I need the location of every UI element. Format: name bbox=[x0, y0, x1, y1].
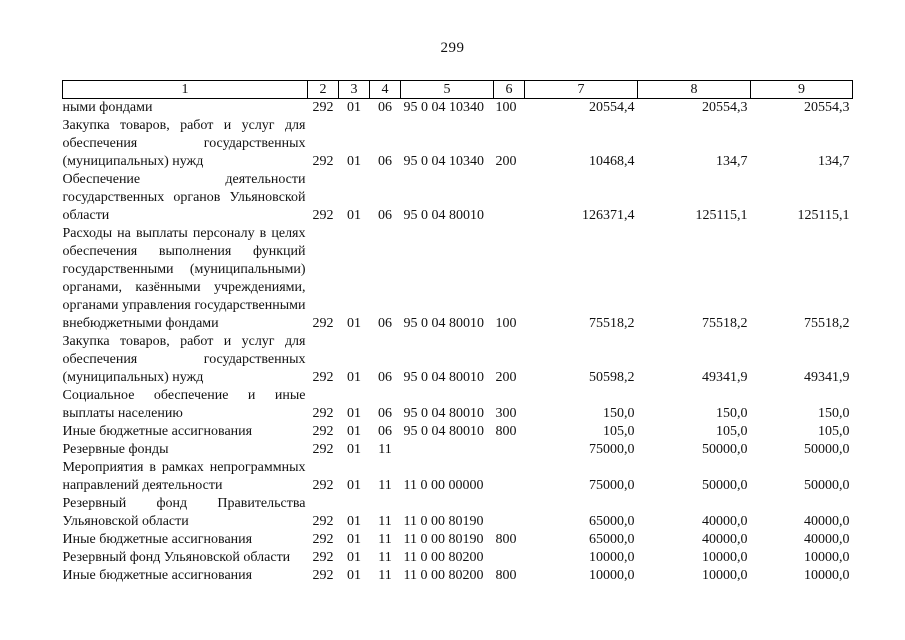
row-section-code: 01 bbox=[347, 370, 361, 385]
table-row bbox=[63, 99, 853, 118]
row-subsection-code: 06 bbox=[378, 100, 392, 115]
row-admin-code: 292 bbox=[312, 208, 334, 223]
row-section-code: 01 bbox=[347, 154, 361, 169]
header-row bbox=[63, 81, 853, 99]
row-expense-type: 300 bbox=[495, 406, 517, 421]
row-subsection-code: 11 bbox=[378, 478, 392, 493]
row-amount-col-8: 49341,9 bbox=[702, 370, 748, 385]
row-section-code: 01 bbox=[347, 316, 361, 331]
row-name: Социальное обеспечение и иные выплаты населению bbox=[62, 388, 306, 421]
row-amount-col-7: 50598,2 bbox=[589, 370, 635, 385]
row-amount-col-7: 126371,4 bbox=[582, 208, 635, 223]
row-amount-col-8: 10000,0 bbox=[702, 550, 748, 565]
table-row bbox=[63, 495, 853, 531]
row-admin-code: 292 bbox=[312, 406, 334, 421]
row-amount-col-8: 20554,3 bbox=[702, 100, 748, 115]
row-subsection-code: 11 bbox=[378, 550, 392, 565]
row-admin-code: 292 bbox=[312, 442, 334, 457]
row-section-code: 01 bbox=[347, 406, 361, 421]
row-target-article: 11 0 00 80200 bbox=[403, 568, 484, 583]
row-admin-code: 292 bbox=[312, 514, 334, 529]
row-name: Резервные фонды bbox=[62, 442, 169, 457]
row-amount-col-9: 134,7 bbox=[818, 154, 850, 169]
row-target-article: 95 0 04 10340 bbox=[403, 154, 484, 169]
row-expense-type: 800 bbox=[495, 424, 517, 439]
row-subsection-code: 11 bbox=[378, 532, 392, 547]
row-amount-col-7: 75518,2 bbox=[589, 316, 635, 331]
row-target-article: 11 0 00 80200 bbox=[403, 550, 484, 565]
table-row bbox=[63, 171, 853, 225]
row-amount-col-8: 40000,0 bbox=[702, 514, 748, 529]
row-amount-col-9: 50000,0 bbox=[804, 478, 850, 493]
row-target-article: 95 0 04 80010 bbox=[403, 316, 484, 331]
header-col-2: 2 bbox=[308, 81, 339, 99]
row-section-code: 01 bbox=[347, 532, 361, 547]
row-subsection-code: 06 bbox=[378, 154, 392, 169]
row-target-article bbox=[401, 441, 494, 459]
row-target-article: 95 0 04 10340 bbox=[403, 100, 484, 115]
row-admin-code: 292 bbox=[312, 568, 334, 583]
row-admin-code: 292 bbox=[312, 550, 334, 565]
row-amount-col-9: 10000,0 bbox=[804, 550, 850, 565]
row-name: Расходы на выплаты персоналу в целях обеспечения выполнения функций государственными (муниципальными) органами, казёнными учреждениями, органами управления государственными внебюджетными фондами bbox=[62, 226, 306, 331]
row-section-code: 01 bbox=[347, 100, 361, 115]
row-section-code: 01 bbox=[347, 478, 361, 493]
header-col-3: 3 bbox=[339, 81, 370, 99]
row-subsection-code: 11 bbox=[378, 568, 392, 583]
table-header bbox=[63, 81, 853, 99]
row-amount-col-7: 75000,0 bbox=[589, 478, 635, 493]
table-row bbox=[63, 333, 853, 387]
row-name: Закупка товаров, работ и услуг для обеспечения государственных (муниципальных) нужд bbox=[62, 334, 306, 385]
row-amount-col-8: 75518,2 bbox=[702, 316, 748, 331]
budget-table bbox=[62, 80, 853, 585]
row-target-article: 11 0 00 80190 bbox=[403, 532, 484, 547]
table-row bbox=[63, 459, 853, 495]
row-amount-col-7: 10468,4 bbox=[589, 154, 635, 169]
row-amount-col-9: 10000,0 bbox=[804, 568, 850, 583]
row-amount-col-9: 75518,2 bbox=[804, 316, 850, 331]
row-target-article: 95 0 04 80010 bbox=[403, 370, 484, 385]
row-amount-col-8: 40000,0 bbox=[702, 532, 748, 547]
table-row bbox=[63, 441, 853, 459]
row-amount-col-7: 150,0 bbox=[603, 406, 635, 421]
row-target-article: 95 0 04 80010 bbox=[403, 406, 484, 421]
row-section-code: 01 bbox=[347, 550, 361, 565]
row-amount-col-7: 75000,0 bbox=[589, 442, 635, 457]
row-amount-col-8: 50000,0 bbox=[702, 478, 748, 493]
row-target-article: 11 0 00 00000 bbox=[403, 478, 484, 493]
table-body bbox=[63, 99, 853, 586]
row-admin-code: 292 bbox=[312, 316, 334, 331]
row-name: Иные бюджетные ассигнования bbox=[62, 532, 253, 547]
row-section-code: 01 bbox=[347, 514, 361, 529]
row-amount-col-8: 150,0 bbox=[716, 406, 748, 421]
header-col-1: 1 bbox=[63, 81, 308, 99]
table-row bbox=[63, 225, 853, 333]
row-admin-code: 292 bbox=[312, 370, 334, 385]
row-expense-type: 100 bbox=[495, 100, 517, 115]
row-admin-code: 292 bbox=[312, 100, 334, 115]
row-admin-code: 292 bbox=[312, 424, 334, 439]
row-subsection-code: 06 bbox=[378, 370, 392, 385]
row-subsection-code: 11 bbox=[378, 514, 392, 529]
row-amount-col-9: 125115,1 bbox=[797, 208, 850, 223]
row-name: Резервный фонд Правительства Ульяновской области bbox=[62, 496, 306, 529]
row-amount-col-8: 125115,1 bbox=[695, 208, 748, 223]
row-amount-col-9: 50000,0 bbox=[804, 442, 850, 457]
row-expense-type: 800 bbox=[495, 568, 517, 583]
row-amount-col-7: 65000,0 bbox=[589, 532, 635, 547]
row-subsection-code: 06 bbox=[378, 208, 392, 223]
row-section-code: 01 bbox=[347, 424, 361, 439]
row-target-article: 95 0 04 80010 bbox=[403, 208, 484, 223]
row-expense-type bbox=[494, 549, 525, 567]
header-col-7: 7 bbox=[525, 81, 638, 99]
row-admin-code: 292 bbox=[312, 532, 334, 547]
row-amount-col-7: 20554,4 bbox=[589, 100, 635, 115]
row-amount-col-7: 105,0 bbox=[603, 424, 635, 439]
page-number: 299 bbox=[440, 40, 465, 56]
row-amount-col-9: 40000,0 bbox=[804, 514, 850, 529]
row-expense-type bbox=[494, 171, 525, 225]
row-amount-col-9: 49341,9 bbox=[804, 370, 850, 385]
row-expense-type bbox=[494, 495, 525, 531]
row-section-code: 01 bbox=[347, 208, 361, 223]
row-amount-col-9: 20554,3 bbox=[804, 100, 850, 115]
row-name: Иные бюджетные ассигнования bbox=[62, 568, 253, 583]
header-col-4: 4 bbox=[370, 81, 401, 99]
table-row bbox=[63, 531, 853, 549]
row-target-article: 11 0 00 80190 bbox=[403, 514, 484, 529]
row-subsection-code: 11 bbox=[378, 442, 392, 457]
table-row bbox=[63, 549, 853, 567]
row-amount-col-7: 10000,0 bbox=[589, 550, 635, 565]
row-name: Закупка товаров, работ и услуг для обеспечения государственных (муниципальных) нужд bbox=[62, 118, 306, 169]
row-amount-col-9: 150,0 bbox=[818, 406, 850, 421]
row-name: ными фондами bbox=[62, 100, 153, 115]
header-col-5: 5 bbox=[401, 81, 494, 99]
header-col-9: 9 bbox=[751, 81, 853, 99]
row-expense-type: 800 bbox=[495, 532, 517, 547]
row-amount-col-8: 105,0 bbox=[716, 424, 748, 439]
row-target-article: 95 0 04 80010 bbox=[403, 424, 484, 439]
row-expense-type bbox=[494, 459, 525, 495]
row-subsection-code: 06 bbox=[378, 406, 392, 421]
row-amount-col-8: 10000,0 bbox=[702, 568, 748, 583]
row-subsection-code: 06 bbox=[378, 424, 392, 439]
row-admin-code: 292 bbox=[312, 478, 334, 493]
table-row bbox=[63, 423, 853, 441]
row-expense-type: 200 bbox=[495, 370, 517, 385]
row-amount-col-8: 134,7 bbox=[716, 154, 748, 169]
header-col-6: 6 bbox=[494, 81, 525, 99]
row-section-code: 01 bbox=[347, 568, 361, 583]
table-row bbox=[63, 567, 853, 585]
table-row bbox=[63, 117, 853, 171]
row-subsection-code: 06 bbox=[378, 316, 392, 331]
row-amount-col-9: 105,0 bbox=[818, 424, 850, 439]
row-name: Мероприятия в рамках непрограммных направлений деятельности bbox=[62, 460, 306, 493]
row-expense-type bbox=[494, 441, 525, 459]
row-amount-col-7: 10000,0 bbox=[589, 568, 635, 583]
row-section-code: 01 bbox=[347, 442, 361, 457]
row-admin-code: 292 bbox=[312, 154, 334, 169]
table-row bbox=[63, 387, 853, 423]
row-expense-type: 100 bbox=[495, 316, 517, 331]
header-col-8: 8 bbox=[638, 81, 751, 99]
row-amount-col-8: 50000,0 bbox=[702, 442, 748, 457]
row-amount-col-7: 65000,0 bbox=[589, 514, 635, 529]
row-name: Иные бюджетные ассигнования bbox=[62, 424, 253, 439]
row-expense-type: 200 bbox=[495, 154, 517, 169]
row-name: Резервный фонд Ульяновской области bbox=[62, 550, 291, 565]
row-name: Обеспечение деятельности государственных органов Ульяновской области bbox=[62, 172, 306, 223]
row-amount-col-9: 40000,0 bbox=[804, 532, 850, 547]
